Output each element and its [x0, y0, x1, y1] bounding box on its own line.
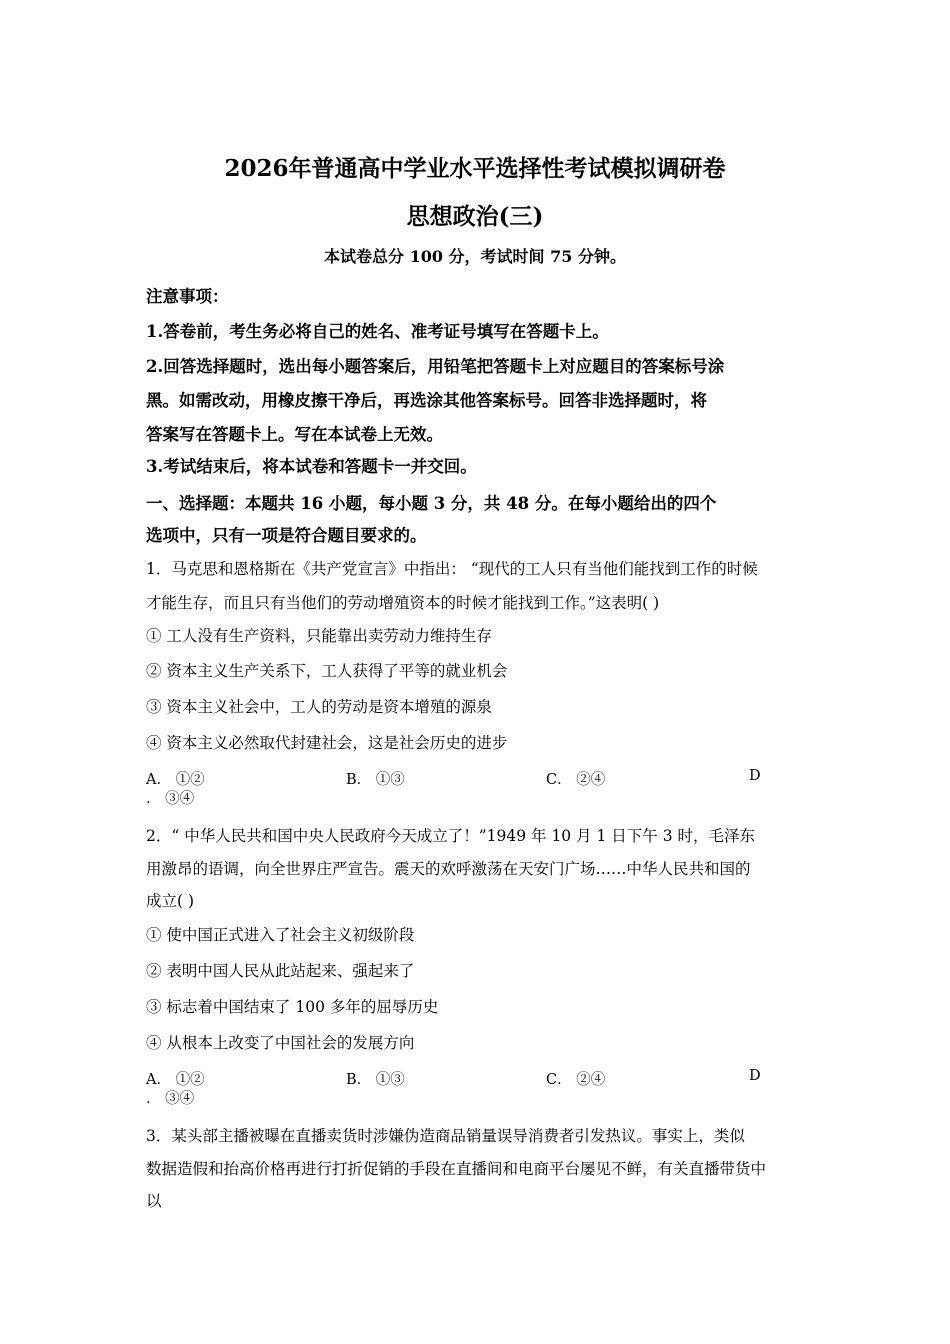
q3-stem-line-3: 以 [146, 1192, 162, 1210]
q1-stem-line-2: 才能生存，而且只有当他们的劳动增殖资本的时候才能找到工作。”这表明( ) [146, 594, 660, 612]
q2-stem-line-2: 用激昂的语调，向全世界庄严宣告。震天的欢呼激荡在天安门广场……中华人民共和国的 [146, 860, 751, 878]
q2-stem-line-1: 2．“ 中华人民共和国中央人民政府今天成立了！”1949 年 10 月 1 日下午 3 时，毛泽东 [146, 827, 756, 845]
q3-stem-line-2: 数据造假和抬高价格再进行打折促销的手段在直播间和电商平台屡见不鲜，有关直播带货中 [146, 1160, 767, 1178]
q1-stem-line-1: 1．马克思和恩格斯在《共产党宣言》中指出： “现代的工人只有当他们能找到工作的时候 [146, 560, 758, 578]
q2-statement-2: ② 表明中国人民从此站起来、强起来了 [146, 962, 415, 980]
q1-statement-2: ② 资本主义生产关系下，工人获得了平等的就业机会 [146, 662, 508, 680]
q2-option-a: A． ①② [146, 1072, 205, 1088]
q2-option-d-value: ． ③④ [146, 1091, 195, 1107]
note-item-2-line-1: 2.回答选择题时，选出每小题答案后，用铅笔把答题卡上对应题目的答案标号涂 [146, 357, 725, 376]
q3-stem-line-1: 3．某头部主播被曝在直播卖货时涉嫌伪造商品销量误导消费者引发热议。事实上，类似 [146, 1127, 745, 1145]
exam-info: 本试卷总分 100 分，考试时间 75 分钟。 [324, 247, 626, 266]
q1-option-b: B． ①③ [346, 772, 405, 788]
q1-option-c: C． ②④ [546, 772, 606, 788]
q1-statement-3: ③ 资本主义社会中，工人的劳动是资本增殖的源泉 [146, 698, 492, 716]
notes-heading: 注意事项： [146, 287, 229, 306]
q1-option-d-value: ． ③④ [146, 791, 195, 807]
q1-option-a: A． ①② [146, 772, 205, 788]
note-item-2-line-2: 黑。如需改动，用橡皮擦干净后，再选涂其他答案标号。回答非选择题时，将 [146, 391, 707, 410]
q2-option-b: B． ①③ [346, 1072, 405, 1088]
q2-option-d-letter: D [749, 1068, 761, 1084]
subject-title: 思想政治(三) [406, 203, 544, 230]
q1-option-d-letter: D [749, 768, 761, 784]
note-item-1: 1.答卷前，考生务必将自己的姓名、准考证号填写在答题卡上。 [146, 322, 609, 341]
section-1-line-2: 选项中，只有一项是符合题目要求的。 [146, 526, 427, 545]
q2-statement-4: ④ 从根本上改变了中国社会的发展方向 [146, 1034, 415, 1052]
q2-stem-line-3: 成立( ) [146, 892, 195, 910]
q2-statement-1: ① 使中国正式进入了社会主义初级阶段 [146, 926, 415, 944]
note-item-2-line-3: 答案写在答题卡上。写在本试卷上无效。 [146, 425, 443, 444]
exam-title: 2026年普通高中学业水平选择性考试模拟调研卷 [224, 155, 726, 182]
q2-option-c: C． ②④ [546, 1072, 606, 1088]
note-item-3: 3.考试结束后，将本试卷和答题卡一并交回。 [146, 457, 477, 476]
q2-statement-3: ③ 标志着中国结束了 100 多年的屈辱历史 [146, 998, 439, 1016]
section-1-line-1: 一、选择题：本题共 16 小题，每小题 3 分，共 48 分。在每小题给出的四个 [146, 494, 717, 513]
q1-statement-1: ① 工人没有生产资料，只能靠出卖劳动力维持生存 [146, 627, 492, 645]
q1-statement-4: ④ 资本主义必然取代封建社会，这是社会历史的进步 [146, 734, 508, 752]
